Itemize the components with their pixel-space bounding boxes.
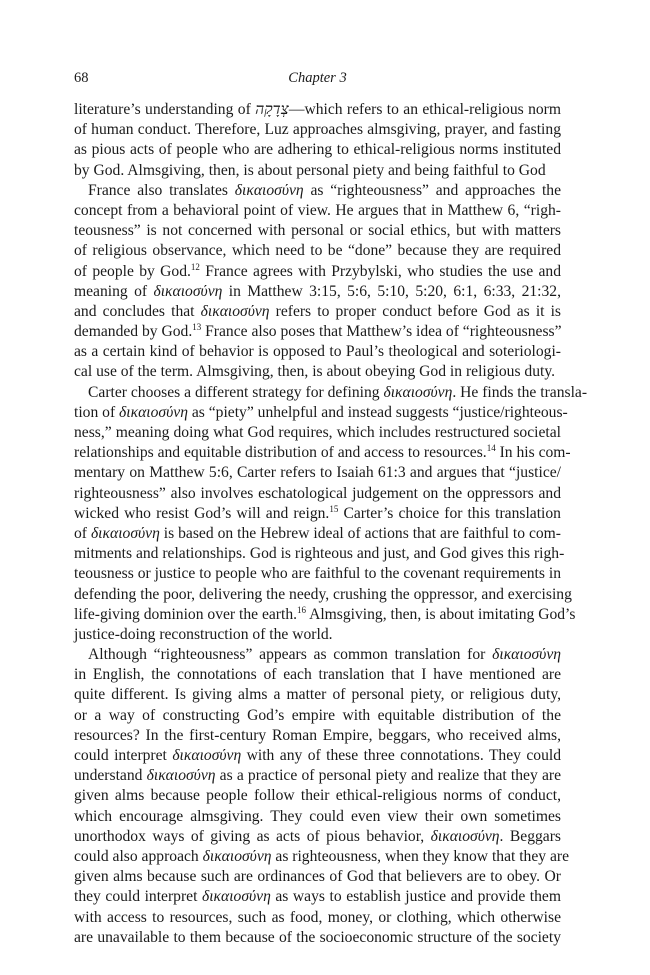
text-run: literature’s understanding of: [74, 101, 256, 118]
text-run: given alms because people follow their ethical-religious norms of conduct,: [74, 787, 561, 805]
text-run: —which refers to an ethical-religious norm: [288, 101, 561, 118]
foreign-term: δικαιοσύνη: [119, 403, 188, 421]
foreign-term: δικαιοσύνη: [383, 383, 453, 401]
text-run: ness,” meaning doing what God requires, which includes restructured societal: [74, 424, 561, 441]
text-run: concept from a behavioral point of view. He argues that in Matthew 6, “righ-: [74, 201, 561, 219]
foreign-term: צְדָקָה: [255, 101, 289, 118]
foreign-term: δικαιοσύνη: [200, 302, 270, 320]
text-line: [74, 928, 561, 948]
text-line: [74, 302, 561, 322]
text-line: [74, 706, 561, 726]
text-run: Carter’s choice for this translation: [338, 504, 561, 522]
text-run: as a practice of personal piety and realize that they are: [215, 767, 561, 785]
text-run: given alms because such are ordinances of God that believers are to obey. Or: [74, 868, 561, 886]
text-line: [74, 585, 572, 605]
text-line: [74, 726, 561, 746]
text-run: wicked who resist God’s will and reign.: [74, 504, 330, 522]
foreign-term: δικαιοσύνη: [430, 827, 500, 845]
text-run: France also translates: [88, 181, 235, 199]
text-line: [74, 908, 561, 928]
text-run: understand: [74, 767, 147, 785]
text-run: in English, the connotations of each translation that I have mentioned are: [74, 666, 561, 684]
footnote-ref: 15: [329, 503, 339, 514]
text-run: justice-doing reconstruction of the world.: [74, 625, 333, 643]
footnote-ref: 13: [192, 322, 202, 333]
foreign-term: δικαιοσύνη: [146, 767, 216, 785]
text-run: as ways to establish justice and provide them: [270, 888, 561, 906]
text-run: refers to proper conduct before God as it is: [269, 302, 562, 320]
footnote-ref: 16: [297, 604, 307, 615]
text-line: [74, 262, 561, 282]
text-run: France agrees with Przybylski, who studies the use and: [199, 262, 561, 280]
running-head: Chapter 3: [288, 70, 347, 86]
text-run: they could interpret: [74, 888, 202, 906]
text-run: tion of: [74, 403, 120, 421]
text-run: as “righteousness” and approaches the: [303, 181, 561, 199]
text-line: [74, 383, 588, 403]
text-run: meaning of: [74, 282, 154, 300]
text-run: resources? In the first-century Roman Empire, beggars, who received alms,: [74, 726, 561, 744]
text-run: relationships and equitable distribution of and access to resources.: [74, 444, 487, 462]
text-run: unorthodox ways of giving as acts of pious behavior,: [74, 827, 431, 845]
text-run: righteousness” also involves eschatological judgement on the oppressors and: [74, 484, 561, 502]
text-line: [74, 504, 561, 524]
text-run: demanded by God.: [74, 323, 193, 341]
text-run: France also poses that Matthew’s idea of “righteousness”: [201, 323, 562, 341]
foreign-term: δικαιοσύνη: [153, 282, 223, 300]
text-run: with access to resources, such as food, money, or clothing, which otherwise: [74, 908, 561, 926]
text-run: as “piety” unhelpful and instead suggests “justice/righteous-: [187, 403, 568, 421]
foreign-term: δικαιοσύνη: [202, 847, 272, 865]
text-line: [74, 685, 561, 705]
text-line: [74, 847, 570, 867]
text-run: of: [74, 524, 91, 542]
text-line: [74, 423, 561, 443]
text-line: [74, 766, 561, 786]
text-run: by God. Almsgiving, then, is about personal piety and being faithful to God: [74, 161, 546, 179]
text-run: cal use of the term. Almsgiving, then, is about obeying God in religious duty.: [74, 363, 556, 381]
text-run: life-giving dominion over the earth.: [74, 605, 298, 623]
text-line: [74, 524, 561, 544]
text-line: [74, 887, 561, 907]
text-run: In his com-: [495, 444, 571, 462]
text-run: as pious acts of people who are adhering to ethical-religious norms instituted: [74, 141, 561, 159]
text-run: are unavailable to them because of the socioeconomic structure of the society: [74, 928, 561, 946]
text-line: [74, 241, 561, 261]
text-line: [74, 604, 576, 625]
text-run: of human conduct. Therefore, Luz approaches almsgiving, prayer, and fasting: [74, 121, 561, 139]
text-run: and concludes that: [74, 302, 201, 320]
text-line: [74, 645, 561, 665]
text-line: [74, 322, 561, 342]
text-run: as righteousness, when they know that they are: [271, 847, 570, 865]
text-line: [74, 100, 561, 120]
text-line: [74, 443, 571, 463]
text-run: of religious observance, which need to be “done” because they are required: [74, 242, 561, 260]
text-run: quite different. Is giving alms a matter of personal piety, or religious duty,: [74, 686, 561, 704]
text-line: [74, 746, 561, 766]
text-line: [74, 201, 561, 221]
foreign-term: δικαιοσύνη: [172, 747, 242, 764]
text-run: is based on the Hebrew ideal of actions that are faithful to com-: [159, 524, 561, 542]
text-run: could also approach: [74, 847, 203, 865]
text-line: [74, 786, 561, 806]
text-run: Almsgiving, then, is about imitating God’s: [306, 605, 576, 623]
text-run: with any of these three connotations. They could: [241, 747, 561, 764]
text-line: [74, 827, 561, 847]
text-run: could interpret: [74, 747, 173, 764]
footnote-ref: 12: [190, 261, 200, 272]
text-run: as a certain kind of behavior is opposed to Paul’s theological and soteriologi-: [74, 343, 561, 361]
foreign-term: δικαιοσύνη: [90, 524, 160, 542]
text-line: [74, 282, 561, 302]
text-run: in Matthew 3:15, 5:6, 5:10, 5:20, 6:1, 6:33, 21:32,: [222, 282, 561, 300]
text-line: [74, 342, 561, 362]
text-line: [74, 564, 561, 584]
text-run: . Beggars: [499, 827, 561, 845]
text-line: [74, 120, 561, 140]
body-text: [74, 100, 588, 948]
text-line: [74, 463, 561, 483]
text-run: or a way of constructing God’s empire with equitable distribution of the: [74, 706, 561, 724]
text-run: which encourage almsgiving. They could even view their own sometimes: [74, 807, 561, 825]
page-header: [74, 70, 561, 90]
text-run: teousness” is not concerned with personal or social ethics, but with matters: [74, 222, 561, 240]
text-run: Carter chooses a different strategy for defining: [88, 383, 384, 401]
text-run: mitments and relationships. God is righteous and just, and God gives this righ-: [74, 545, 565, 563]
foreign-term: δικαιοσύνη: [492, 646, 561, 664]
text-line: [74, 484, 561, 504]
text-line: [74, 867, 561, 887]
footnote-ref: 14: [486, 443, 496, 454]
text-line: [74, 221, 561, 241]
text-line: [74, 625, 561, 645]
text-line: [74, 665, 561, 685]
page-number: 68: [74, 70, 89, 86]
text-line: [74, 140, 561, 160]
text-line: [74, 181, 561, 201]
text-line: [74, 161, 561, 181]
text-line: [74, 544, 565, 564]
text-line: [74, 807, 561, 827]
text-run: Although “righteousness” appears as common translation for: [88, 646, 493, 664]
text-line: [74, 362, 561, 382]
foreign-term: δικαιοσύνη: [234, 181, 304, 199]
text-run: of people by God.: [74, 262, 191, 280]
foreign-term: δικαιοσύνη: [201, 888, 271, 906]
text-line: [74, 403, 568, 423]
text-run: . He finds the transla-: [452, 383, 588, 401]
text-run: mentary on Matthew 5:6, Carter refers to Isaiah 61:3 and argues that “justice/: [74, 464, 561, 482]
text-run: defending the poor, delivering the needy, crushing the oppressor, and exercising: [74, 585, 572, 603]
text-run: teousness or justice to people who are faithful to the covenant requirements in: [74, 565, 561, 583]
